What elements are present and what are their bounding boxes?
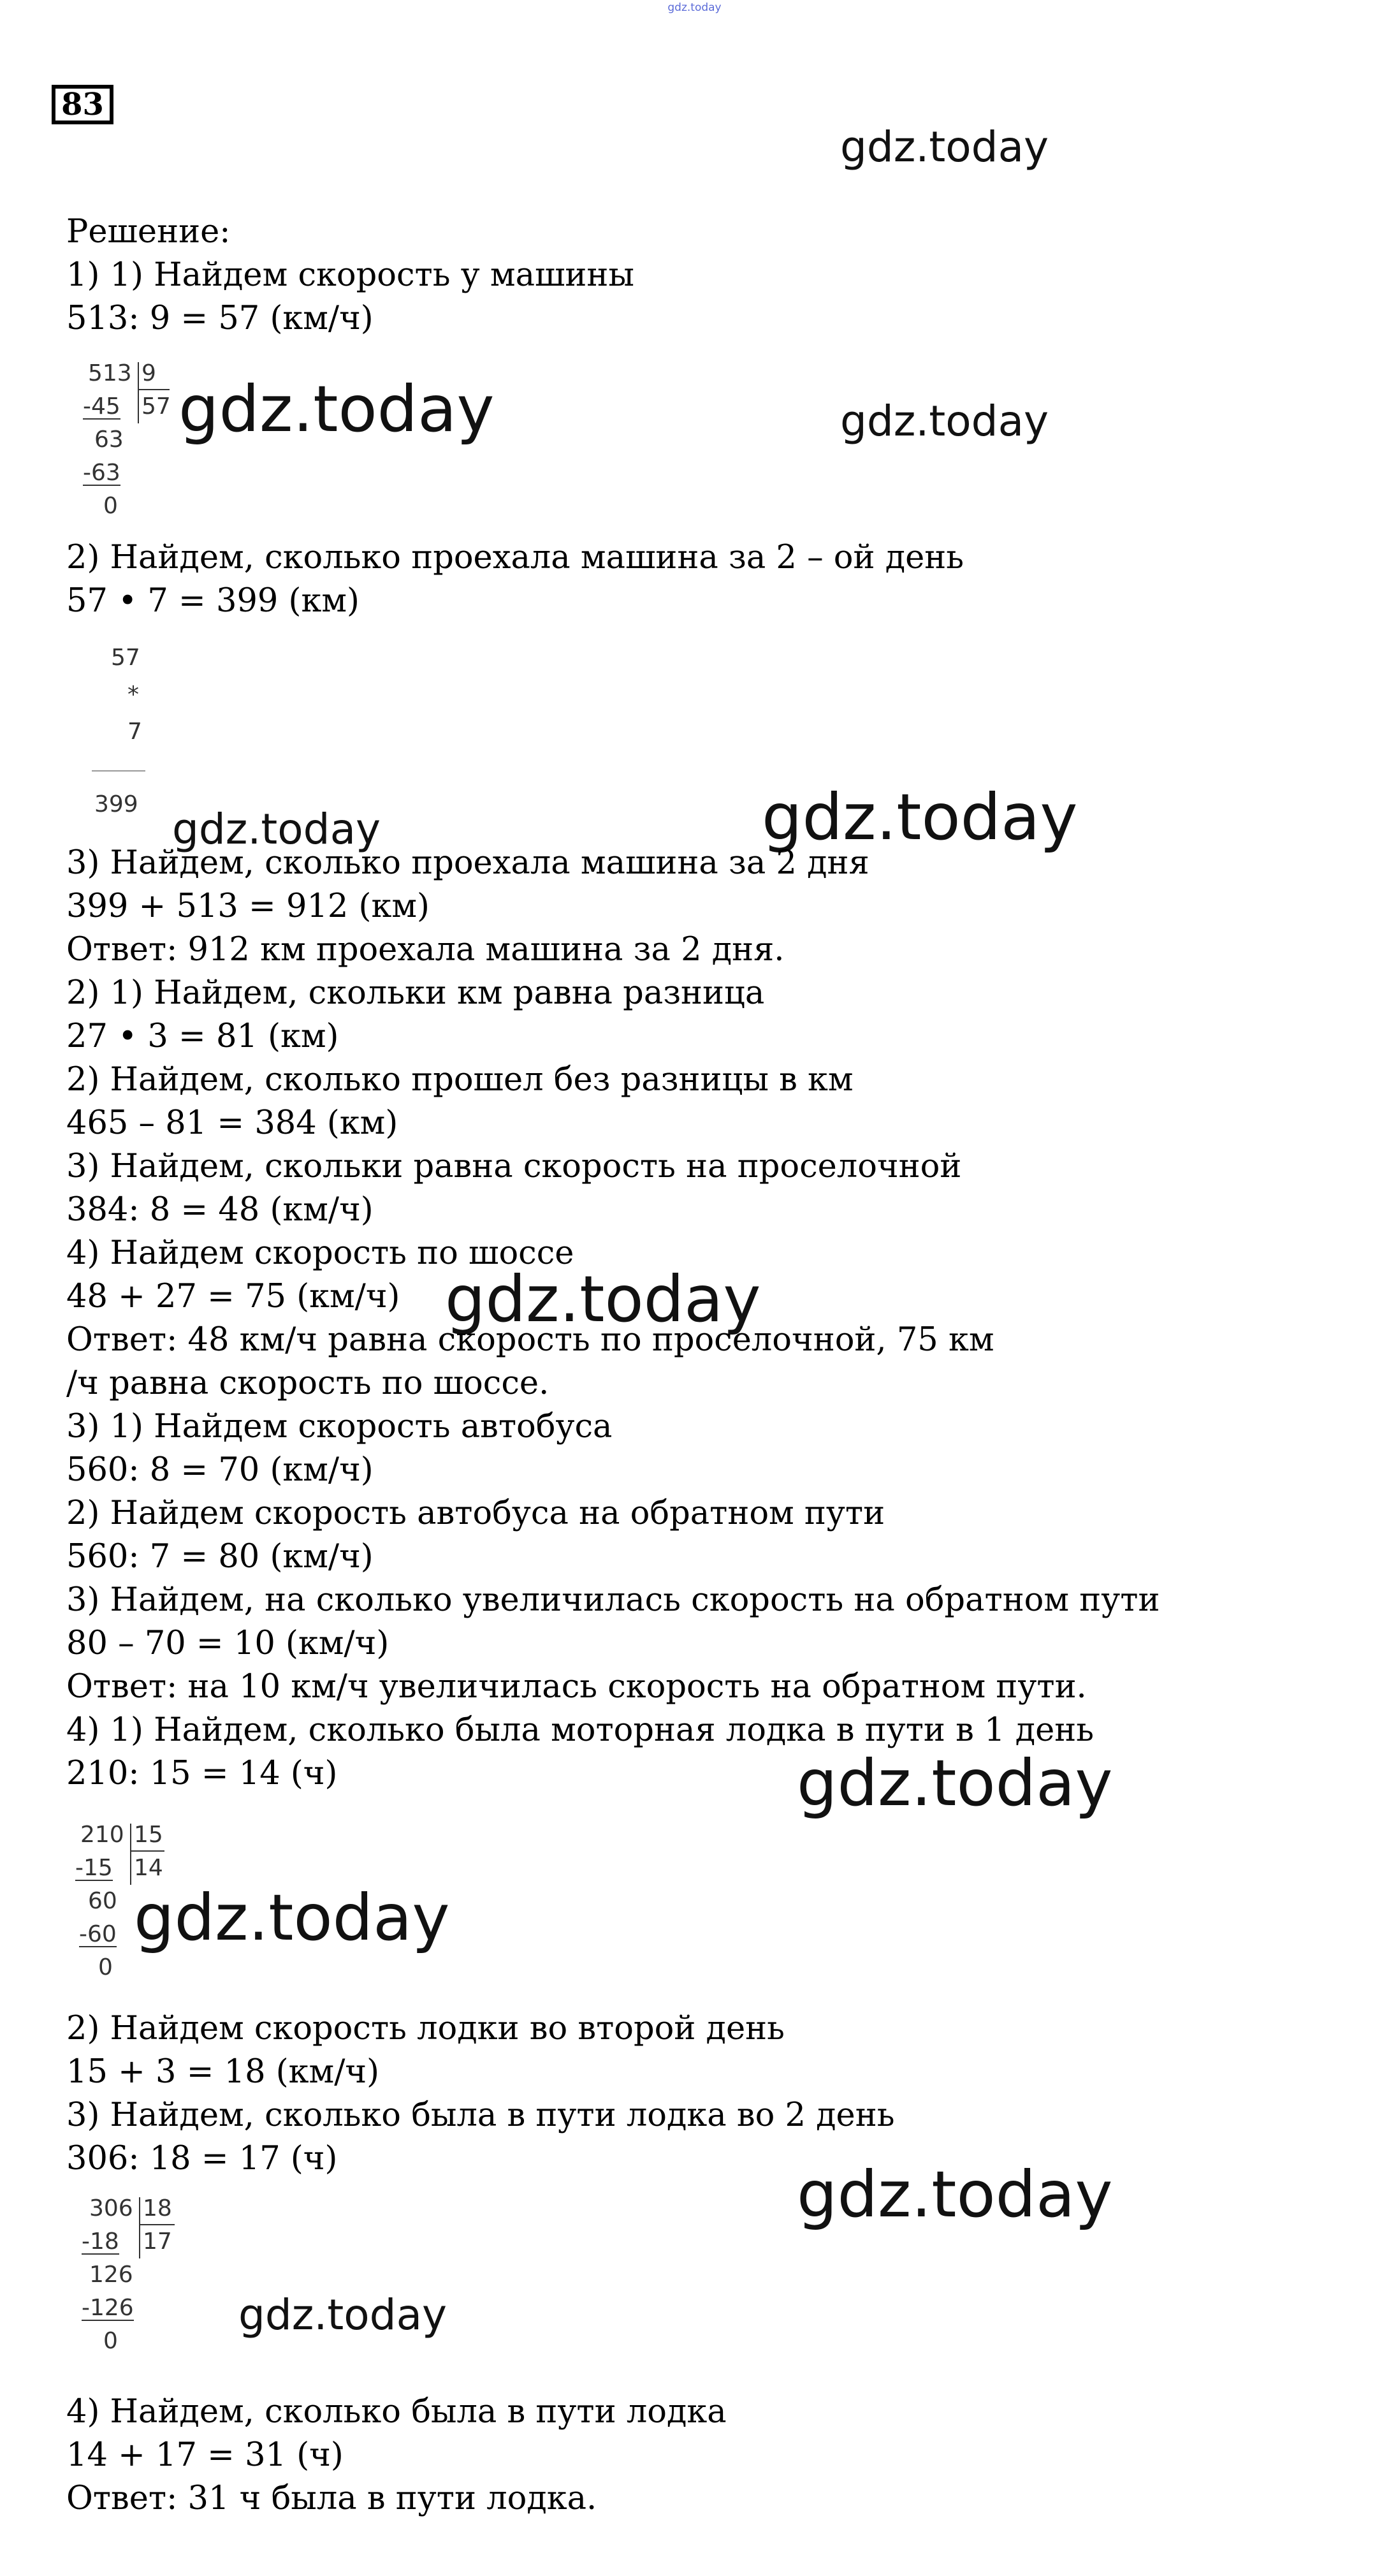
text-line: 210: 15 = 14 (ч) bbox=[66, 1755, 338, 1792]
text-line: 14 + 17 = 31 (ч) bbox=[66, 2436, 344, 2474]
long-division-513-9 bbox=[83, 362, 178, 528]
task-number-box: 83 bbox=[52, 85, 113, 124]
text-line: 2) Найдем скорость лодки во второй день bbox=[66, 2010, 785, 2047]
subtrahend-2: -63 bbox=[83, 460, 120, 486]
watermark: gdz.today bbox=[840, 122, 1049, 172]
remainder-1: 60 bbox=[88, 1888, 117, 1914]
text-line: 80 – 70 = 10 (км/ч) bbox=[66, 1625, 389, 1662]
watermark: gdz.today bbox=[238, 2290, 447, 2339]
text-line: 4) Найдем, сколько была в пути лодка bbox=[66, 2393, 727, 2431]
division-vertical-bar bbox=[138, 362, 139, 423]
text-line: 4) 1) Найдем, сколько была моторная лодка в пути в 1 день bbox=[66, 1711, 1094, 1749]
answer-line: Ответ: на 10 км/ч увеличилась скорость на обратном пути. bbox=[66, 1668, 1087, 1706]
division-vertical-bar bbox=[130, 1824, 131, 1885]
text-line: 399 + 513 = 912 (км) bbox=[66, 888, 430, 925]
product: 399 bbox=[94, 791, 138, 817]
watermark: gdz.today bbox=[762, 780, 1078, 854]
text-line: 2) Найдем, сколько прошел без разницы в км bbox=[66, 1061, 854, 1099]
answer-line: Ответ: 31 ч была в пути лодка. bbox=[66, 2480, 597, 2517]
remainder-final: 0 bbox=[98, 1954, 113, 1980]
divisor-underline bbox=[138, 389, 170, 390]
text-line: 15 + 3 = 18 (км/ч) bbox=[66, 2053, 379, 2091]
remainder-final: 0 bbox=[103, 2328, 118, 2354]
subtrahend-1: -18 bbox=[82, 2228, 119, 2255]
multiply-sign: * bbox=[127, 682, 139, 708]
divisor-underline bbox=[130, 1850, 164, 1852]
text-line: 48 + 27 = 75 (км/ч) bbox=[66, 1278, 400, 1315]
answer-line: Ответ: 48 км/ч равна скорость по проселочной, 75 км bbox=[66, 1321, 994, 1359]
text-line: 306: 18 = 17 (ч) bbox=[66, 2140, 338, 2177]
long-division-306-18 bbox=[82, 2197, 190, 2363]
quotient: 14 bbox=[134, 1855, 163, 1881]
dividend: 513 bbox=[88, 360, 132, 386]
answer-line: Ответ: 912 км проехала машина за 2 дня. bbox=[66, 931, 785, 969]
text-line: 1) 1) Найдем скорость у машины bbox=[66, 256, 634, 294]
text-line: 3) Найдем, на сколько увеличилась скорость на обратном пути bbox=[66, 1581, 1160, 1619]
watermark: gdz.today bbox=[134, 1880, 450, 1955]
watermark: gdz.today bbox=[797, 2157, 1113, 2232]
watermark: gdz.today bbox=[797, 1746, 1113, 1820]
header-watermark: gdz.today bbox=[667, 1, 722, 14]
text-line: 2) Найдем скорость автобуса на обратном пути bbox=[66, 1495, 885, 1532]
divisor-underline bbox=[139, 2224, 175, 2225]
text-line: 465 – 81 = 384 (км) bbox=[66, 1104, 398, 1142]
text-line: 3) Найдем, сколько проехала машина за 2 дня bbox=[66, 844, 869, 882]
text-line: 560: 8 = 70 (км/ч) bbox=[66, 1451, 374, 1489]
watermark: gdz.today bbox=[178, 372, 495, 446]
multiplier: 7 bbox=[127, 719, 142, 745]
dividend: 210 bbox=[80, 1822, 124, 1848]
text-line: 2) Найдем, сколько проехала машина за 2 – ой день bbox=[66, 539, 964, 576]
quotient: 57 bbox=[142, 393, 171, 420]
long-division-210-15 bbox=[75, 1824, 184, 1989]
text-line: 3) Найдем, сколько была в пути лодка во 2 день bbox=[66, 2097, 895, 2134]
divisor: 9 bbox=[142, 360, 156, 386]
quotient: 17 bbox=[143, 2228, 172, 2255]
division-vertical-bar bbox=[139, 2197, 140, 2258]
text-line: 27 • 3 = 81 (км) bbox=[66, 1018, 339, 1055]
column-multiplication-57-7 bbox=[89, 647, 159, 825]
subtrahend-2: -60 bbox=[79, 1921, 117, 1947]
text-line: 384: 8 = 48 (км/ч) bbox=[66, 1191, 374, 1229]
divisor: 18 bbox=[143, 2195, 172, 2221]
watermark: gdz.today bbox=[445, 1262, 761, 1336]
solution-heading: Решение: bbox=[66, 213, 231, 251]
text-line: 513: 9 = 57 (км/ч) bbox=[66, 300, 374, 337]
text-line: 3) 1) Найдем скорость автобуса bbox=[66, 1408, 613, 1445]
subtrahend-2: -126 bbox=[82, 2295, 134, 2321]
result-line bbox=[92, 770, 145, 772]
subtrahend-1: -15 bbox=[75, 1855, 113, 1881]
watermark: gdz.today bbox=[172, 805, 381, 854]
watermark: gdz.today bbox=[840, 397, 1049, 446]
divisor: 15 bbox=[134, 1822, 163, 1848]
subtrahend-1: -45 bbox=[83, 393, 120, 420]
remainder-1: 126 bbox=[89, 2262, 133, 2288]
text-line: 57 • 7 = 399 (км) bbox=[66, 582, 360, 620]
answer-line: /ч равна скорость по шоссе. bbox=[66, 1365, 549, 1402]
multiplicand: 57 bbox=[111, 645, 140, 671]
text-line: 3) Найдем, скольки равна скорость на проселочной bbox=[66, 1148, 962, 1185]
dividend: 306 bbox=[89, 2195, 133, 2221]
remainder-1: 63 bbox=[94, 427, 124, 453]
remainder-final: 0 bbox=[103, 493, 118, 519]
text-line: 2) 1) Найдем, скольки км равна разница bbox=[66, 974, 765, 1012]
text-line: 560: 7 = 80 (км/ч) bbox=[66, 1538, 374, 1576]
text-line: 4) Найдем скорость по шоссе bbox=[66, 1234, 574, 1272]
